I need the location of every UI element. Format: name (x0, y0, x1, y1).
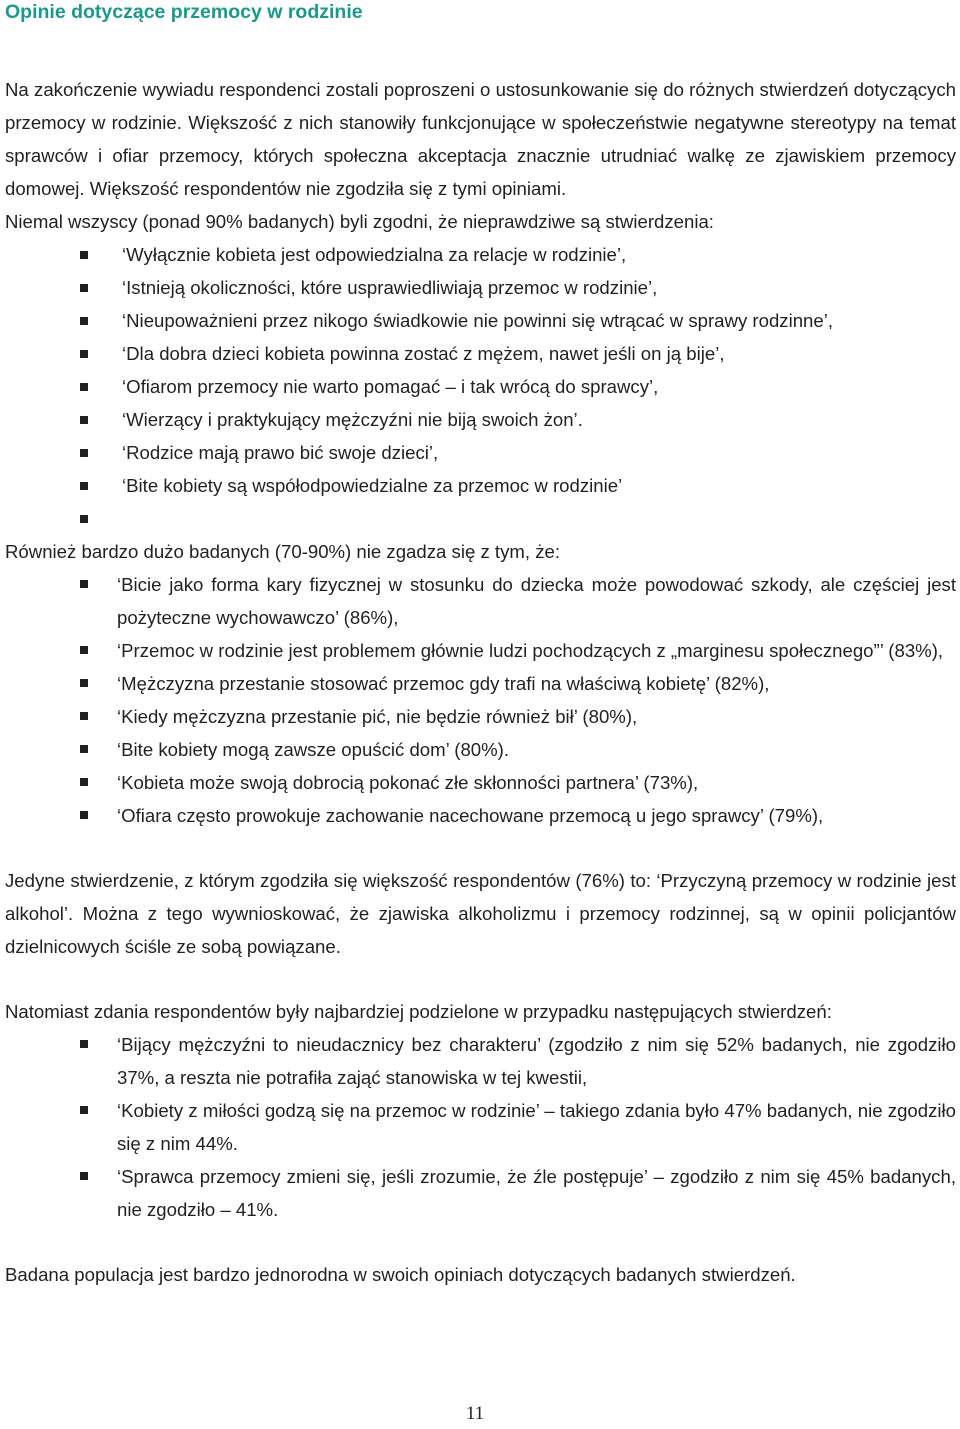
list-item: ‘Przemoc w rodzinie jest problemem głównie ludzi pochodzących z „marginesu społecznego”’ (83%), (5, 634, 956, 667)
list-item: ‘Dla dobra dzieci kobieta powinna zostać z mężem, nawet jeśli on ją bije’, (5, 337, 956, 370)
list-item: ‘Bijący mężczyźni to nieudacznicy bez charakteru’ (zgodziło z nim się 52% badanych, nie zgodziło 37%, a reszta nie potrafiła zająć stanowiska w tej kwestii, (5, 1028, 956, 1094)
list-item: ‘Istnieją okoliczności, które usprawiedliwiają przemoc w rodzinie’, (5, 271, 956, 304)
list-item: ‘Mężczyzna przestanie stosować przemoc gdy trafi na właściwą kobietę’ (82%), (5, 667, 956, 700)
agree-list (5, 238, 956, 535)
list-item: ‘Bite kobiety są współodpowiedzialne za przemoc w rodzinie’ (5, 469, 956, 502)
list-item: ‘Bite kobiety mogą zawsze opuścić dom’ (80%). (5, 733, 956, 766)
list-item: ‘Nieupoważnieni przez nikogo świadkowie nie powinni się wtrącać w sprawy rodzinne’, (5, 304, 956, 337)
page-number: 11 (465, 1403, 485, 1424)
disagree-intro: Również bardzo dużo badanych (70-90%) nie zgadza się z tym, że: (5, 541, 561, 562)
conclusion-paragraph: Badana populacja jest bardzo jednorodna w swoich opiniach dotyczących badanych stwierdzeń. (5, 1264, 796, 1285)
list-item: ‘Ofiara często prowokuje zachowanie nacechowane przemocą u jego sprawcy’ (79%), (5, 799, 956, 832)
agree-intro: Niemal wszyscy (ponad 90% badanych) byli zgodni, że nieprawdziwe są stwierdzenia: (5, 211, 714, 232)
section-title: Opinie dotyczące przemocy w rodzinie (5, 1, 363, 23)
list-item: ‘Kiedy mężczyzna przestanie pić, nie będzie również bił’ (80%), (5, 700, 956, 733)
empty-list-item (5, 502, 956, 535)
list-item: ‘Wyłącznie kobieta jest odpowiedzialna za relacje w rodzinie’, (5, 238, 956, 271)
list-item: ‘Bicie jako forma kary fizycznej w stosunku do dziecka może powodować szkody, ale częściej jest pożyteczne wychowawczo’ (86%), (5, 568, 956, 634)
list-item: ‘Ofiarom przemocy nie warto pomagać – i tak wrócą do sprawcy’, (5, 370, 956, 403)
document-page (5, 0, 956, 1291)
list-item: ‘Kobiety z miłości godzą się na przemoc w rodzinie’ – takiego zdania było 47% badanych, nie zgodziło się z nim 44%. (5, 1094, 956, 1160)
alcohol-paragraph: Jedyne stwierdzenie, z którym zgodziła się większość respondentów (76%) to: ‘Przyczyną przemocy w rodzinie jest alkohol’. Można z tego wywnioskować, że zjawiska alkoholizmu i przemocy rodzinnej, są w opinii policjantów dzielnicowych ściśle ze sobą powiązane. (5, 870, 956, 957)
list-item: ‘Wierzący i praktykujący mężczyźni nie biją swoich żon’. (5, 403, 956, 436)
list-item: ‘Kobieta może swoją dobrocią pokonać złe skłonności partnera’ (73%), (5, 766, 956, 799)
divided-list (5, 1028, 956, 1226)
intro-paragraph: Na zakończenie wywiadu respondenci zostali poproszeni o ustosunkowanie się do różnych stwierdzeń dotyczących przemocy w rodzinie. Większość z nich stanowiły funkcjonujące w społeczeństwie negatywne stereotypy na temat sprawców i ofiar przemocy, których społeczna akceptacja znacznie utrudniać walkę ze zjawiskiem przemocy domowej. Większość respondentów nie zgodziła się z tymi opiniami. (5, 79, 956, 199)
divided-intro: Natomiast zdania respondentów były najbardziej podzielone w przypadku następujących stwierdzeń: (5, 1001, 832, 1022)
disagree-list (5, 568, 956, 832)
list-item: ‘Sprawca przemocy zmieni się, jeśli zrozumie, że źle postępuje’ – zgodziło z nim się 45% badanych, nie zgodziło – 41%. (5, 1160, 956, 1226)
list-item: ‘Rodzice mają prawo bić swoje dzieci’, (5, 436, 956, 469)
